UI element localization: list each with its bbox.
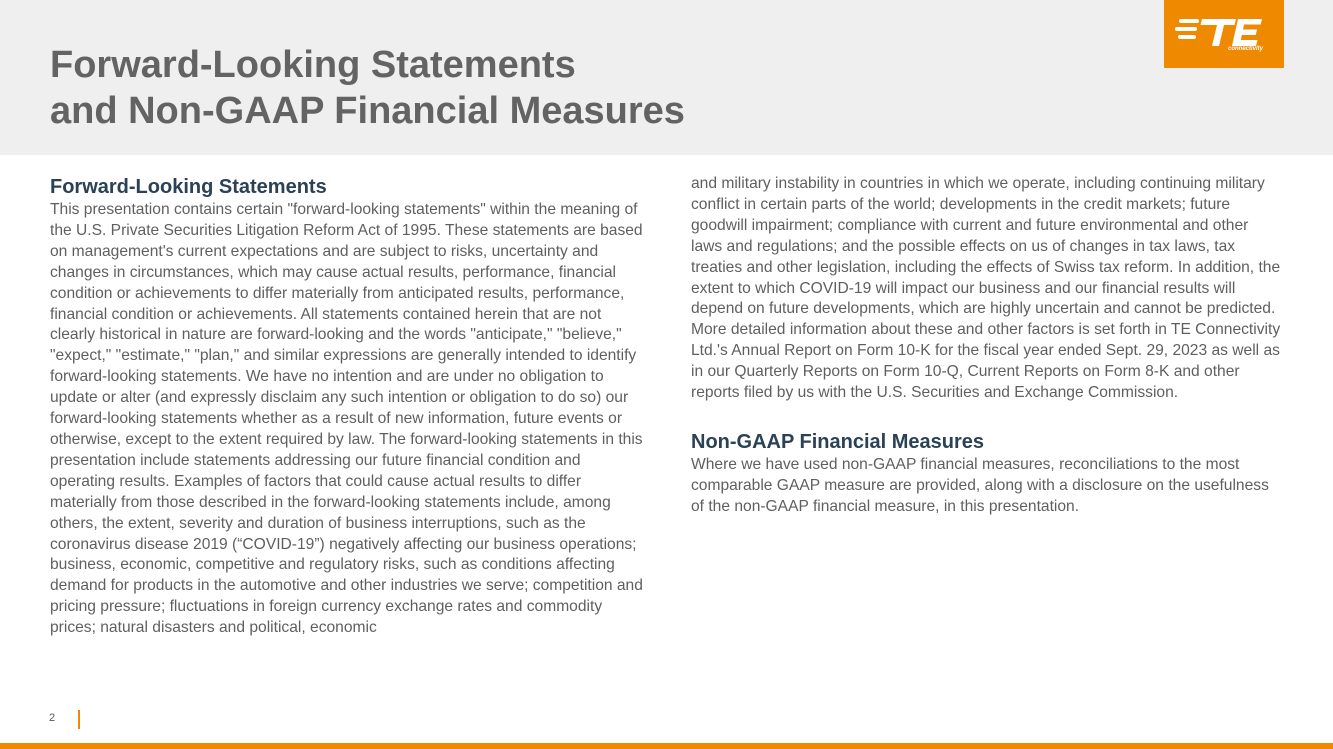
title-banner bbox=[0, 0, 1333, 155]
page-title bbox=[50, 42, 1050, 134]
te-connectivity-logo bbox=[1164, 0, 1284, 68]
forward-looking-body-part-1: This presentation contains certain "forward-looking statements" within the meaning of the U.S. Private Securities Litigation Reform Act of 1995. These statements are based on management's current expectations and are subject to risks, uncertainty and changes in circumstances, which may cause actual results, performance, financial condition or achievements to differ materially from anticipated results, performance, financial condition or achievements. All statements contained herein that are not clearly historical in nature are forward-looking and the words "anticipate," "believe," "expect," "estimate," "plan," and similar expressions are generally intended to identify forward-looking statements. We have no intention and are under no obligation to update or alter (and expressly disclaim any such intention or obligation to do so) our forward-looking statements whether as a result of new information, future events or otherwise, except to the extent required by law. The forward-looking statements in this presentation include statements addressing our future financial condition and operating results. Examples of factors that could cause actual results to differ materially from those described in the forward-looking statements include, among others, the extent, severity and duration of business interruptions, such as the coronavirus disease 2019 (“COVID-19”) negatively affecting our business operations; business, economic, competitive and regulatory risks, such as conditions affecting demand for products in the automotive and other industries we serve; competition and pricing pressure; fluctuations in foreign currency exchange rates and commodity prices; natural disasters and political, economic bbox=[50, 201, 643, 637]
te-logo-mark-icon bbox=[1164, 0, 1284, 68]
forward-looking-heading: Forward-Looking Statements bbox=[50, 176, 327, 198]
right-column bbox=[691, 174, 1283, 518]
page-number: 2 bbox=[49, 712, 56, 724]
page-title-line-2: and Non-GAAP Financial Measures bbox=[50, 90, 685, 132]
page-number-divider bbox=[78, 710, 80, 729]
left-column bbox=[50, 174, 644, 639]
non-gaap-body: Where we have used non-GAAP financial measures, reconciliations to the most comparable GAAP measure are provided, along with a disclosure on the usefulness of the non-GAAP financial measure, in this presentation. bbox=[691, 455, 1269, 515]
logo-subtext: connectivity bbox=[1227, 46, 1263, 52]
forward-looking-body-part-2: and military instability in countries in which we operate, including continuing military conflict in certain parts of the world; developments in the credit markets; future goodwill impairment; compliance with current and future environmental and other laws and regulations; and the possible effects on us of changes in tax laws, tax treaties and other legislation, including the effects of Swiss tax reform. In addition, the extent to which COVID-19 will impact our business and our financial results will depend on future developments, which are highly uncertain and cannot be predicted. More detailed information about these and other factors is set forth in TE Connectivity Ltd.'s Annual Report on Form 10-K for the fiscal year ended Sept. 29, 2023 as well as in our Quarterly Reports on Form 10-Q, Current Reports on Form 8-K and other reports filed by us with the U.S. Securities and Exchange Commission. bbox=[691, 175, 1281, 402]
page-title-line-1: Forward-Looking Statements bbox=[50, 44, 576, 86]
non-gaap-heading: Non-GAAP Financial Measures bbox=[691, 430, 985, 453]
footer-accent-bar bbox=[0, 743, 1333, 749]
